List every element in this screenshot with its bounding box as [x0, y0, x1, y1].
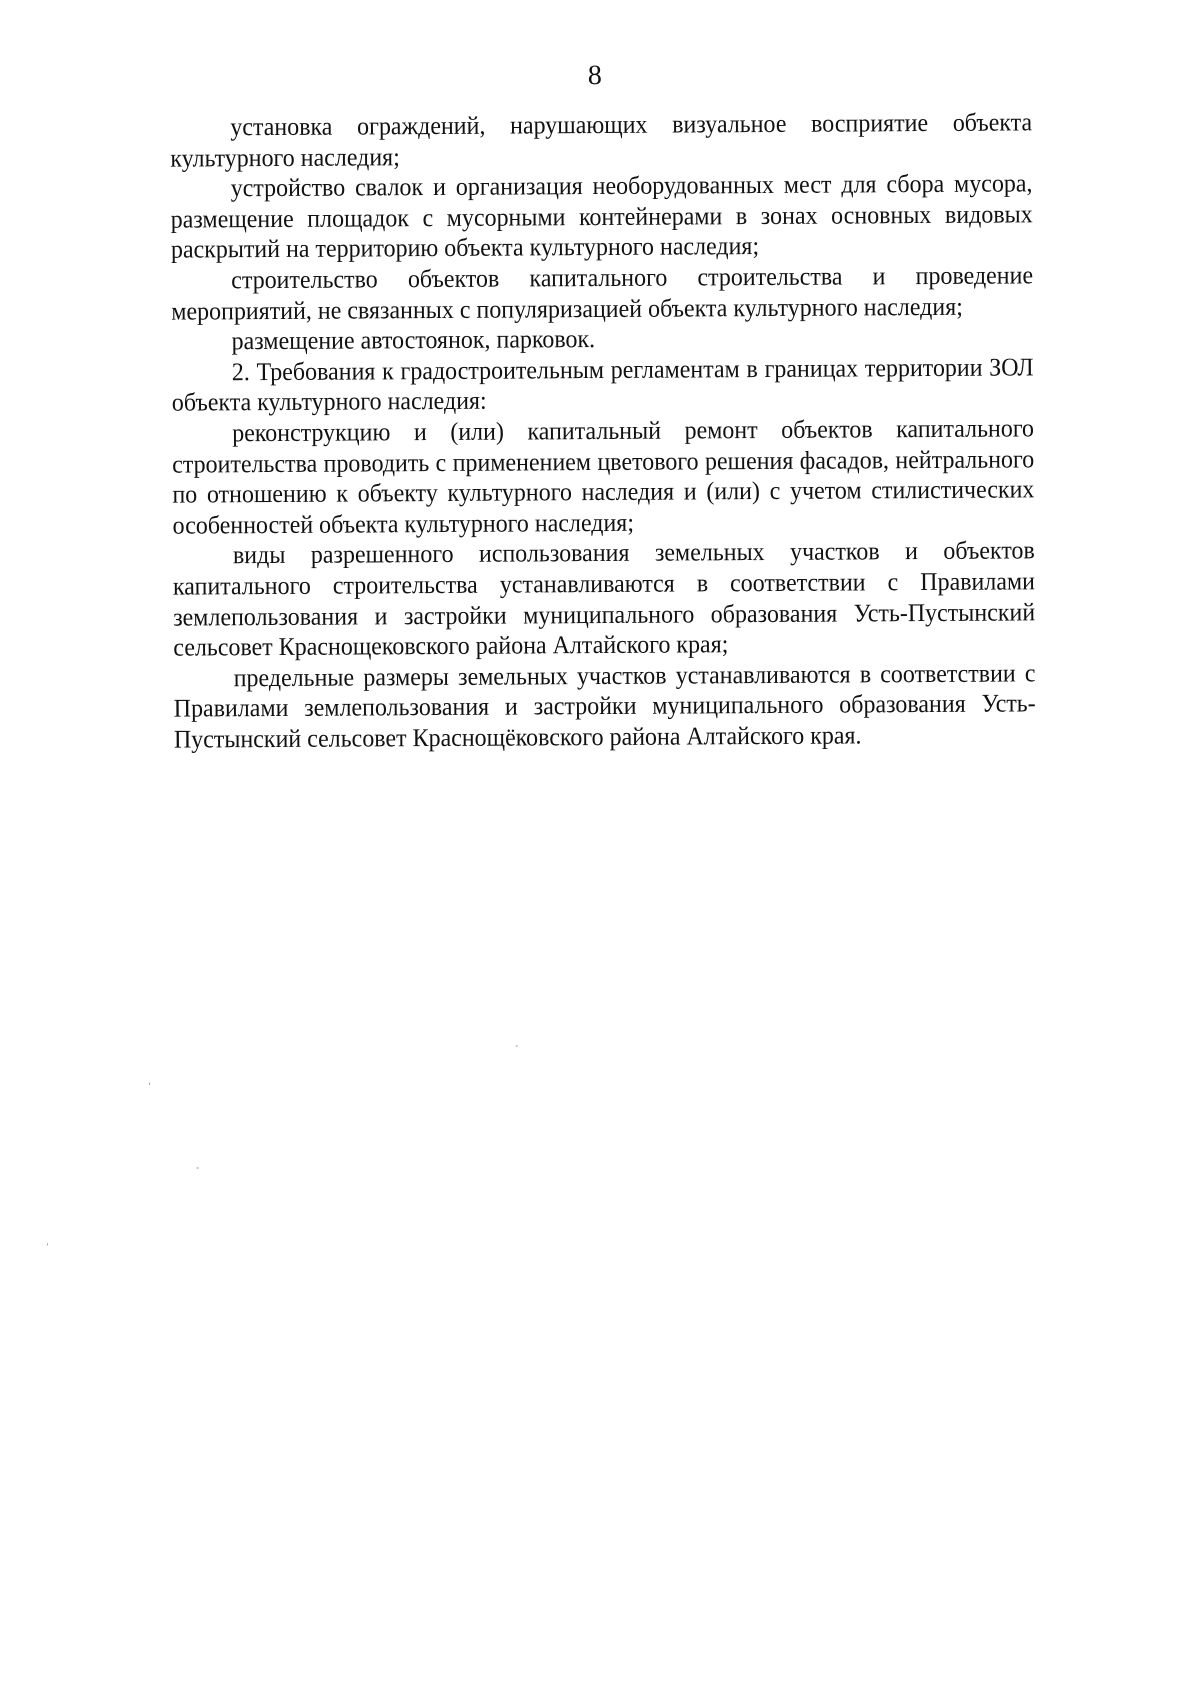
- paragraph-requirements-heading: 2. Требования к градостроительным регламентам в границах территории ЗОЛ объекта культурного наследия:: [171, 352, 1034, 417]
- scan-speck: [516, 1046, 518, 1047]
- paragraph-parking: размещение автостоянок, парковок.: [231, 324, 596, 356]
- scan-speck: [47, 1243, 48, 1245]
- document-body: [170, 107, 1036, 755]
- paragraph-permitted-use: виды разрешенного использования земельных участков и объектов капитального строительства устанавливаются в соответствии с Правилами землепользования и застройки муниципального образования Усть-Пустынский сельсовет Краснощековского района Алтайского края;: [172, 535, 1036, 662]
- page-number: 8: [587, 59, 602, 92]
- paragraph-reconstruction: реконструкцию и (или) капитальный ремонт объектов капитального строительства проводить с применением цветового решения фасадов, нейтрального по отношению к объекту культурного наследия и (или) с учетом стилистических особенностей объекта культурного наследия;: [172, 413, 1035, 540]
- paragraph-construction: строительство объектов капитального строительства и проведение мероприятий, не связанных с популяризацией объекта культурного наследия;: [171, 260, 1034, 326]
- paragraph-fences: установка ограждений, нарушающих визуальное восприятие объекта культурного наследия;: [170, 107, 1033, 173]
- scan-speck: [197, 1167, 199, 1168]
- paragraph-plot-sizes: предельные размеры земельных участков устанавливаются в соответствии с Правилами землепользования и застройки муниципального образования Усть-Пустынский сельсовет Краснощёковского района Алтайского края.: [173, 658, 1036, 754]
- scan-speck: [149, 1083, 150, 1085]
- paragraph-dumps: устройство свалок и организация необорудованных мест для сбора мусора, размещение площадок с мусорными контейнерами в зонах основных видовых раскрытий на территорию объекта культурного наследия;: [170, 168, 1033, 264]
